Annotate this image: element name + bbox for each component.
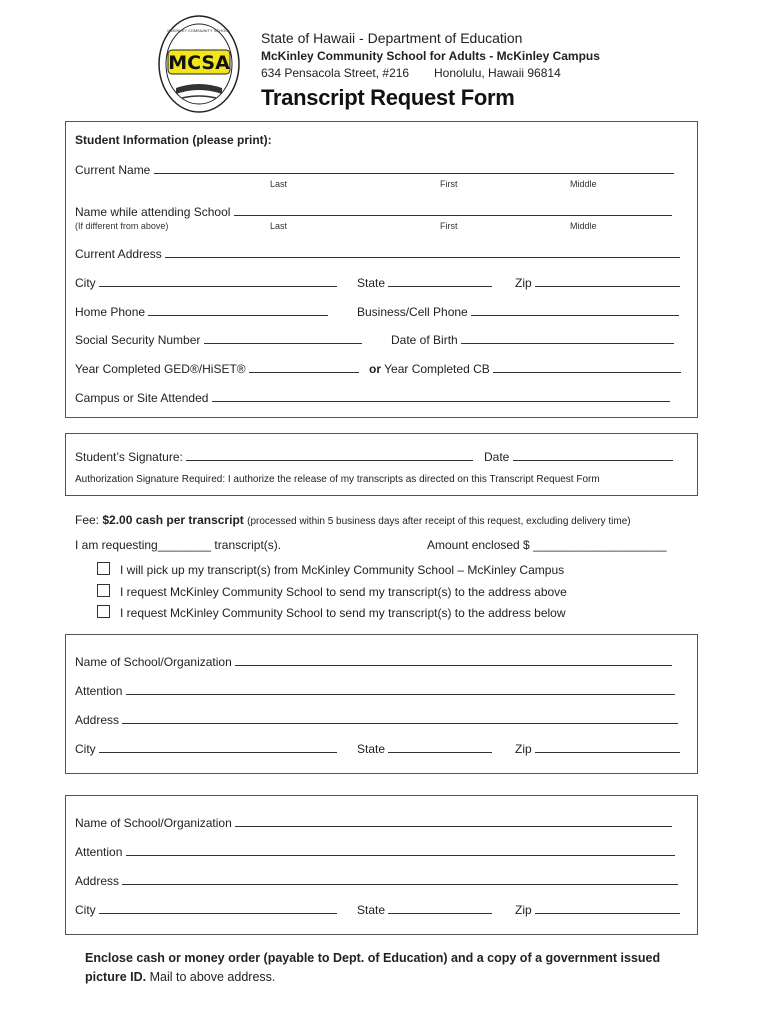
requesting-text[interactable]: I am requesting________ transcript(s). (75, 538, 282, 552)
recipient2-address-row (75, 873, 678, 888)
recipient2-zip-label: Zip (515, 903, 532, 917)
current-address-row (75, 246, 680, 261)
attending-first-hint: First (440, 221, 458, 231)
fee-row (75, 513, 631, 527)
recipient1-org-label: Name of School/Organization (75, 655, 232, 669)
campus-field[interactable] (212, 390, 670, 402)
current-name-row (75, 162, 674, 177)
or-label: or (369, 362, 381, 376)
pickup-checkbox[interactable] (97, 562, 110, 575)
attending-middle-hint: Middle (570, 221, 597, 231)
fee-note: (processed within 5 business days after receipt of this request, excluding delivery time) (247, 516, 631, 527)
recipient1-address-field[interactable] (122, 712, 678, 724)
signature-row (75, 449, 473, 464)
city-label: City (75, 276, 96, 290)
footer-instructions (85, 949, 705, 987)
header-department: State of Hawaii - Department of Education (261, 30, 523, 46)
recipient2-city-row (75, 902, 337, 917)
recipient1-zip-label: Zip (515, 742, 532, 756)
zip-label: Zip (515, 276, 532, 290)
state-label: State (357, 276, 386, 290)
logo-arc-text: McKINLEY COMMUNITY SCHOOL (167, 28, 231, 33)
recipient2-zip-row (515, 902, 680, 917)
recipient1-city-row (75, 741, 337, 756)
current-name-middle-hint: Middle (570, 179, 597, 189)
attending-name-label: Name while attending School (75, 205, 231, 219)
dob-label: Date of Birth (391, 333, 458, 347)
current-name-field[interactable] (154, 162, 674, 174)
attending-name-row (75, 204, 672, 219)
city-row (75, 275, 337, 290)
ged-row (75, 361, 359, 376)
school-logo (158, 14, 240, 114)
header-city: Honolulu, Hawaii 96814 (434, 66, 561, 80)
attending-last-hint: Last (270, 221, 288, 231)
current-name-first-hint: First (440, 179, 458, 189)
state-row (357, 275, 492, 290)
header-address: 634 Pensacola Street, #216 (261, 66, 410, 80)
signature-date-field[interactable] (513, 449, 673, 461)
recipient1-city-label: City (75, 742, 96, 756)
recipient2-city-field[interactable] (99, 902, 337, 914)
send-above-checkbox[interactable] (97, 584, 110, 597)
home-phone-row (75, 304, 328, 319)
attending-name-field[interactable] (234, 204, 672, 216)
recipient2-org-row (75, 815, 672, 830)
fee-prefix: Fee: (75, 513, 100, 527)
student-info-heading: Student Information (please print): (75, 133, 272, 147)
recipient1-attention-field[interactable] (126, 683, 675, 695)
recipient2-zip-field[interactable] (535, 902, 680, 914)
fee-amount: $2.00 cash per transcript (102, 513, 244, 527)
recipient1-attention-label: Attention (75, 684, 123, 698)
recipient1-attention-row (75, 683, 675, 698)
recipient1-zip-field[interactable] (535, 741, 680, 753)
recipient2-org-field[interactable] (235, 815, 672, 827)
ssn-label: Social Security Number (75, 333, 201, 347)
dob-field[interactable] (461, 332, 674, 344)
campus-label: Campus or Site Attended (75, 391, 209, 405)
current-name-label: Current Name (75, 163, 151, 177)
send-above-option-label: I request McKinley Community School to send my transcript(s) to the address above (120, 585, 567, 599)
signature-date-label: Date (484, 450, 510, 464)
recipient1-address-row (75, 712, 678, 727)
zip-field[interactable] (535, 275, 680, 287)
ged-label: Year Completed GED®/HiSET® (75, 362, 246, 376)
recipient2-state-field[interactable] (388, 902, 492, 914)
business-phone-field[interactable] (471, 304, 679, 316)
state-field[interactable] (388, 275, 492, 287)
recipient2-state-row (357, 902, 492, 917)
signature-label: Student’s Signature: (75, 450, 183, 464)
recipient1-zip-row (515, 741, 680, 756)
recipient1-org-row (75, 654, 672, 669)
home-phone-label: Home Phone (75, 305, 146, 319)
city-field[interactable] (99, 275, 337, 287)
recipient1-state-label: State (357, 742, 386, 756)
send-below-checkbox[interactable] (97, 605, 110, 618)
ssn-field[interactable] (204, 332, 362, 344)
footer-bold-text: Enclose cash or money order (payable to Dept. of Education) and a copy of a government issued picture ID. (85, 951, 661, 984)
pickup-option-label: I will pick up my transcript(s) from McKinley Community School – McKinley Campus (120, 563, 565, 577)
recipient1-state-row (357, 741, 492, 756)
footer-mail-text: Mail to above address. (149, 970, 276, 984)
recipient1-state-field[interactable] (388, 741, 492, 753)
signature-field[interactable] (186, 449, 473, 461)
logo-letters: MCSA (168, 52, 230, 74)
recipient2-address-label: Address (75, 874, 120, 888)
ged-field[interactable] (249, 361, 359, 373)
recipient2-address-field[interactable] (122, 873, 678, 885)
cb-field[interactable] (493, 361, 681, 373)
recipient2-city-label: City (75, 903, 96, 917)
header-school: McKinley Community School for Adults - McKinley Campus (261, 49, 600, 63)
authorization-text: Authorization Signature Required: I authorize the release of my transcripts as directed on this Transcript Request Form (75, 474, 600, 485)
recipient2-attention-label: Attention (75, 845, 123, 859)
zip-row (515, 275, 680, 290)
recipient2-attention-field[interactable] (126, 844, 675, 856)
signature-date-row (484, 449, 673, 464)
amount-enclosed-text[interactable]: Amount enclosed $ ____________________ (427, 538, 667, 552)
signature-box (65, 433, 698, 496)
recipient1-city-field[interactable] (99, 741, 337, 753)
business-phone-row (357, 304, 679, 319)
send-below-option-label: I request McKinley Community School to send my transcript(s) to the address below (120, 606, 566, 620)
campus-row (75, 390, 670, 405)
page-title: Transcript Request Form (261, 85, 515, 110)
current-name-last-hint: Last (270, 179, 288, 189)
recipient2-org-label: Name of School/Organization (75, 816, 232, 830)
recipient2-state-label: State (357, 903, 386, 917)
recipient2-attention-row (75, 844, 675, 859)
if-different-hint: (If different from above) (75, 221, 169, 231)
ssn-row (75, 332, 362, 347)
cb-row (369, 361, 681, 376)
business-phone-label: Business/Cell Phone (357, 305, 468, 319)
current-address-field[interactable] (165, 246, 680, 258)
recipient1-address-label: Address (75, 713, 120, 727)
current-address-label: Current Address (75, 247, 162, 261)
home-phone-field[interactable] (148, 304, 328, 316)
dob-row (391, 332, 674, 347)
cb-label: Year Completed CB (384, 362, 490, 376)
recipient1-org-field[interactable] (235, 654, 672, 666)
